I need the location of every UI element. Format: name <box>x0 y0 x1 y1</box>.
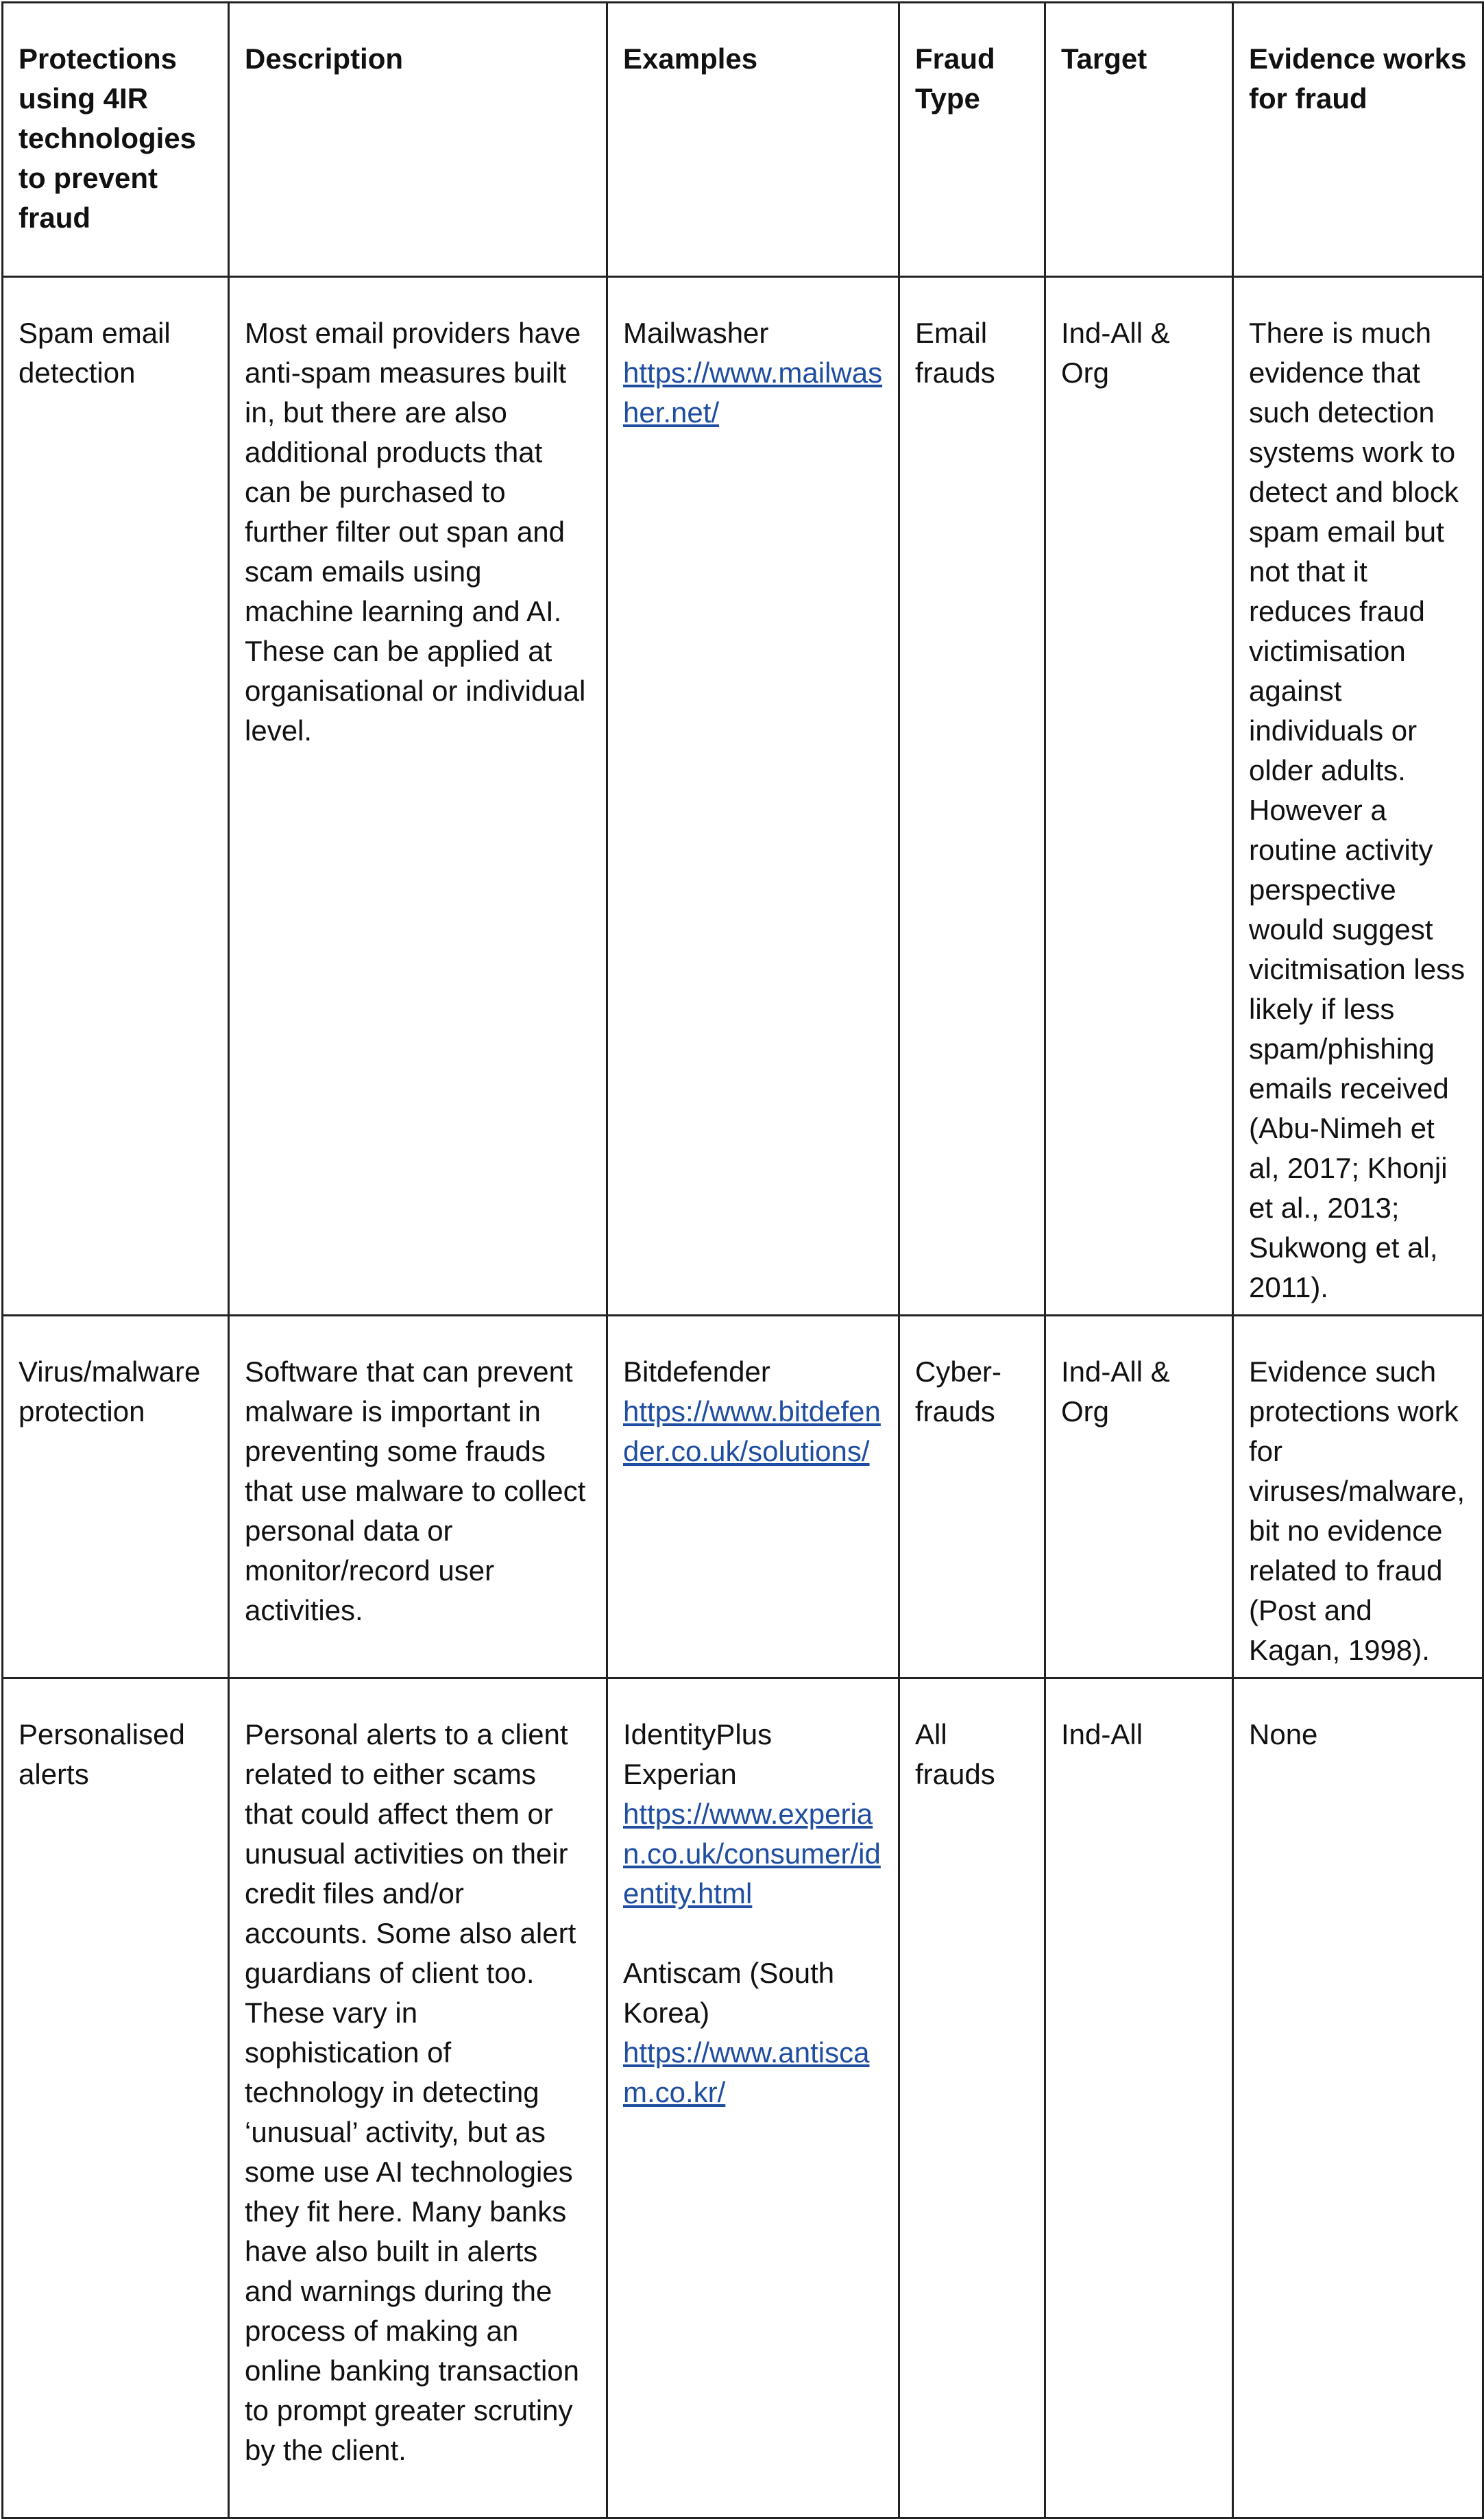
header-description: Description <box>229 3 607 277</box>
example-name: Antiscam (South Korea) <box>623 1957 835 2029</box>
cell-target: Ind-All <box>1045 1678 1233 2518</box>
cell-evidence: There is much evidence that such detection systems work to detect and block spam email but not that it reduces fraud victimisation against individuals or older adults. However a routine activity perspective would suggest vicitmisation less likely if less spam/phishing emails received (Abu-Nimeh et al, 2017; Khonji et al., 2013; Sukwong et al, 2011). <box>1233 277 1483 1316</box>
cell-examples <box>607 1316 899 1678</box>
cell-examples <box>607 1678 899 2518</box>
spacer <box>623 1914 883 1953</box>
example-link[interactable]: https://www.antiscam.co.kr/ <box>623 2036 870 2108</box>
cell-target: Ind-All & Org <box>1045 277 1233 1316</box>
cell-fraud-type: Email frauds <box>899 277 1045 1316</box>
cell-fraud-type: Cyber-frauds <box>899 1316 1045 1678</box>
example-name: IdentityPlus Experian <box>623 1718 773 1790</box>
cell-fraud-type: All frauds <box>899 1678 1045 2518</box>
cell-protection: Virus/malware protection <box>3 1316 229 1678</box>
example-name: Bitdefender <box>623 1355 770 1388</box>
cell-protection: Spam email detection <box>3 277 229 1316</box>
cell-target: Ind-All & Org <box>1045 1316 1233 1678</box>
cell-protection: Personalised alerts <box>3 1678 229 2518</box>
cell-description: Software that can prevent malware is important in preventing some frauds that use malware to collect personal data or monitor/record user activities. <box>229 1316 607 1678</box>
cell-evidence: Evidence such protections work for viruses/malware, bit no evidence related to fraud (Post and Kagan, 1998). <box>1233 1316 1483 1678</box>
example-link[interactable]: https://www.mailwasher.net/ <box>623 357 883 429</box>
header-target: Target <box>1045 3 1233 277</box>
table-header-row <box>3 3 1483 277</box>
example-name: Mailwasher <box>623 317 769 349</box>
cell-examples <box>607 277 899 1316</box>
example-link[interactable]: https://www.bitdefender.co.uk/solutions/ <box>623 1395 881 1467</box>
table-row <box>3 1316 1483 1678</box>
header-fraud-type: Fraud Type <box>899 3 1045 277</box>
cell-description: Personal alerts to a client related to either scams that could affect them or unusual activities on their credit files and/or accounts. Some also alert guardians of client too. These vary in sophistication of technology in detecting ‘unusual’ activity, but as some use AI technologies they fit here. Many banks have also built in alerts and warnings during the process of making an online banking transaction to prompt greater scrutiny by the client. <box>229 1678 607 2518</box>
example-link[interactable]: https://www.experian.co.uk/consumer/identity.html <box>623 1798 881 1909</box>
table-row <box>3 277 1483 1316</box>
header-examples: Examples <box>607 3 899 277</box>
table-row <box>3 1678 1483 2518</box>
cell-description: Most email providers have anti-spam measures built in, but there are also additional products that can be purchased to further filter out span and scam emails using machine learning and AI. These can be applied at organisational or individual level. <box>229 277 607 1316</box>
header-protections: Protections using 4IR technologies to prevent fraud <box>3 3 229 277</box>
header-evidence: Evidence works for fraud <box>1233 3 1483 277</box>
fraud-protections-table <box>1 1 1484 2519</box>
cell-evidence: None <box>1233 1678 1483 2518</box>
